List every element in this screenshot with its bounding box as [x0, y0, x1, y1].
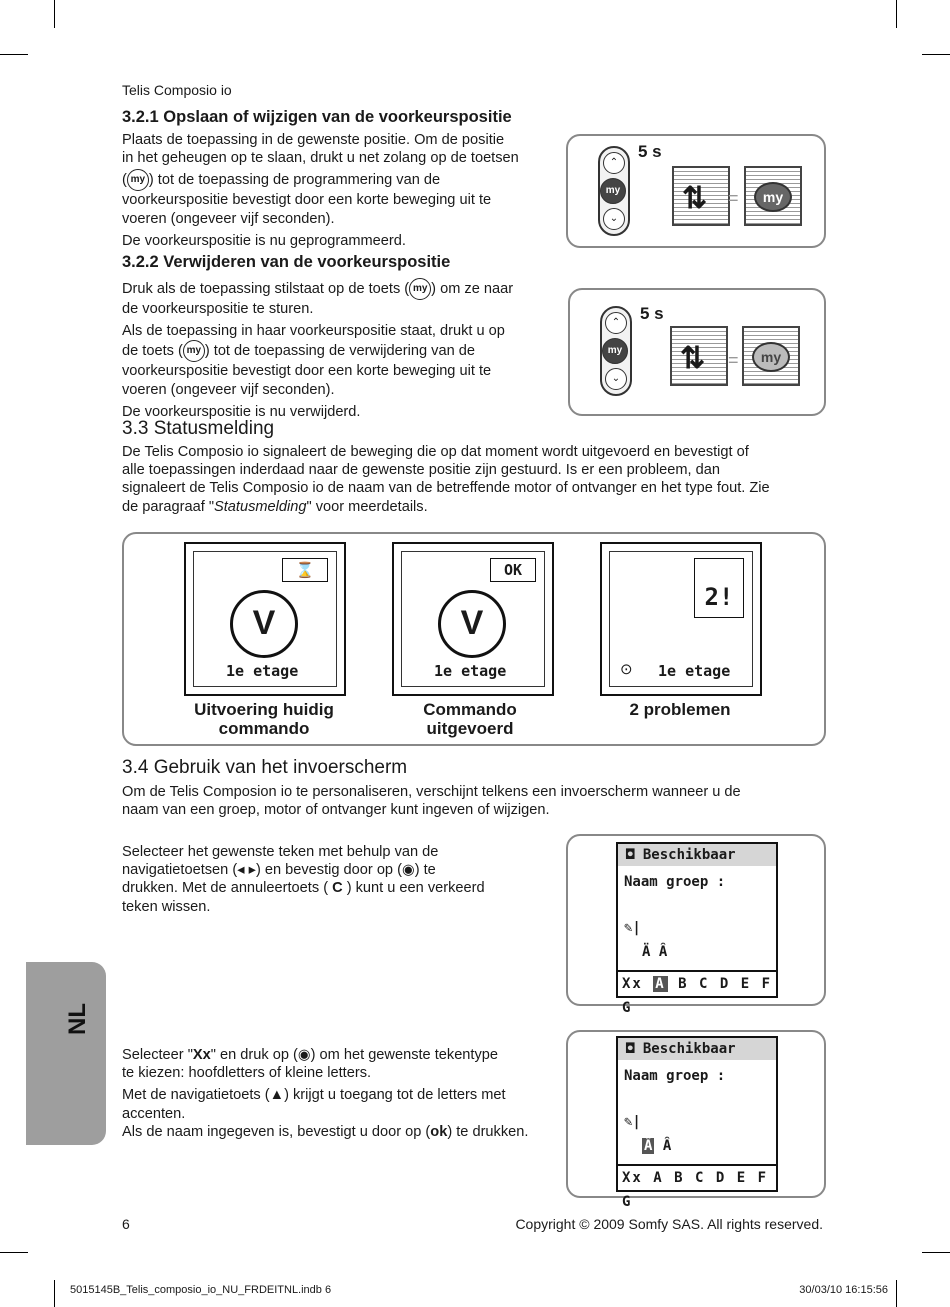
shutter-updown-icon: ⇅ [672, 166, 730, 226]
accent-letters: Ä Â [642, 944, 668, 960]
paragraph: ( my ) tot de toepassing de programmering van de [122, 169, 552, 191]
paragraph: Als de toepassing in haar voorkeurspositie staat, drukt u op [122, 323, 505, 340]
crop-mark [896, 0, 897, 28]
copyright: Copyright © 2009 Somfy SAS. All rights reserved. [515, 1216, 823, 1232]
section-34-block-1 [122, 843, 552, 916]
my-button-icon: my [127, 169, 149, 191]
duration-label: 5 s [640, 304, 664, 323]
crop-mark [0, 54, 28, 55]
status-screen-problems [600, 542, 762, 696]
shutter-my-deleted-icon: my [742, 326, 800, 386]
crop-mark [922, 1252, 950, 1253]
paragraph: De voorkeurspositie is nu verwijderd. [122, 403, 361, 420]
caption: Commando uitgevoerd [423, 700, 517, 738]
crop-mark [54, 1280, 55, 1307]
equals-icon: = [728, 350, 739, 370]
paragraph: Plaats de toepassing in de gewenste positie. Om de positie [122, 132, 505, 148]
caption: 2 problemen [629, 700, 731, 719]
up-key-icon: ⌃ [603, 152, 625, 174]
check-small-icon: ⊙ [620, 661, 633, 678]
lcd-screen [616, 1036, 778, 1210]
paragraph: naam van een groep, motor of ontvanger kunt ingeven of wijzigen. [122, 802, 550, 819]
my-key-icon: my [602, 338, 628, 364]
paragraph: in het geheugen op te slaan, drukt u net zolang op de toetsen [122, 150, 519, 167]
text: ) tot de toepassing de programmering van de [148, 172, 441, 189]
section-title-34: 3.4 Gebruik van het invoerscherm [122, 757, 408, 778]
up-key-icon: ⌃ [605, 312, 627, 334]
my-button-icon: my [183, 340, 205, 362]
paragraph: De voorkeurspositie is nu geprogrammeerd. [122, 232, 406, 249]
remote-icon [600, 306, 632, 396]
caption: Uitvoering huidig commando [194, 700, 334, 738]
paragraph: te kiezen: hoofdletters of kleine letters. [122, 1065, 372, 1082]
paragraph: Met de navigatietoets (▲) krijgt u toegang tot de letters met [122, 1087, 506, 1104]
lcd-label: Naam groep : [624, 1068, 726, 1084]
letter-row: Xx A B C D E F G [618, 970, 776, 996]
menu-icon: ◘ [626, 847, 643, 863]
page-number: 6 [122, 1216, 130, 1232]
figure-input-screen-1 [566, 834, 826, 1016]
paragraph: voorkeurspositie bevestigt door een korte beweging uit te [122, 363, 492, 380]
selected-letter: A [655, 976, 666, 992]
floor-label: 1e etage [658, 662, 731, 680]
paragraph: Selecteer "Xx" en druk op (◉) om het gewenste tekentype [122, 1047, 499, 1063]
language-tab [26, 962, 106, 1145]
shutter-my-icon: my [744, 166, 802, 226]
section-title-321: 3.2.1 Opslaan of wijzigen van de voorkeurspositie [122, 108, 512, 126]
paragraph: voeren (ongeveer vijf seconden). [122, 381, 335, 398]
section-33-body [122, 443, 832, 516]
crop-mark [54, 0, 55, 28]
crop-mark [922, 54, 950, 55]
slug-date: 30/03/10 16:15:56 [799, 1284, 888, 1296]
ok-button-icon: ◉ [297, 1047, 311, 1063]
paragraph: drukken. Met de annuleertoets ( C ) kunt u een verkeerd [122, 880, 485, 897]
check-circle-icon: V [438, 590, 506, 658]
paragraph: accenten. [122, 1105, 186, 1122]
crop-mark [0, 1252, 28, 1253]
edit-cursor-icon: ✎| [624, 1114, 641, 1130]
letter-row: Xx A B C D E F G [618, 1164, 776, 1190]
menu-icon: ◘ [626, 1041, 643, 1057]
paragraph: de toets ( my ) tot de toepassing de verwijdering van de [122, 340, 562, 362]
lcd-title: ◘ Beschikbaar [618, 1038, 776, 1060]
hourglass-icon: ⌛ [282, 558, 328, 582]
ok-bubble: OK [490, 558, 536, 582]
paragraph: teken wissen. [122, 898, 211, 915]
section-322-body [122, 278, 562, 421]
edit-cursor-icon: ✎| [624, 920, 641, 936]
figure-save-my [566, 134, 826, 248]
lcd-title: ◘ Beschikbaar [618, 844, 776, 866]
language-tab-label: NL [64, 1003, 91, 1035]
my-key-icon: my [600, 178, 626, 204]
paragraph: De Telis Composio io signaleert de beweging die op dat moment wordt uitgevoerd en bevestigt of [122, 444, 749, 460]
section-321-body [122, 131, 552, 250]
check-circle-icon: V [230, 590, 298, 658]
section-title-33: 3.3 Statusmelding [122, 418, 275, 439]
status-screen-running [184, 542, 346, 696]
problems-bubble: 2! [694, 558, 744, 618]
down-key-icon: ⌄ [603, 208, 625, 230]
paragraph: voeren (ongeveer vijf seconden). [122, 210, 335, 227]
accent-letters: Ä Â [644, 1138, 672, 1154]
figure-status-screens [122, 532, 826, 746]
figure-input-screen-2 [566, 1030, 826, 1210]
floor-label: 1e etage [226, 662, 299, 680]
up-arrow-icon: ▲ [269, 1087, 285, 1104]
down-key-icon: ⌄ [605, 368, 627, 390]
paragraph: alle toepassingen inderdaad naar de gewenste positie zijn gestuurd. Is er een probleem, dan [122, 462, 720, 479]
left-right-arrows-icon: ◂ ▸ [237, 862, 256, 879]
crop-mark [896, 1280, 897, 1307]
paragraph: Selecteer het gewenste teken met behulp van de [122, 844, 439, 860]
section-title-322: 3.2.2 Verwijderen van de voorkeurspositie [122, 253, 451, 271]
section-34-intro [122, 783, 832, 819]
slug-file: 5015145B_Telis_composio_io_NU_FRDEITNL.indb 6 [70, 1284, 332, 1296]
figure-delete-my [568, 288, 826, 416]
section-34-block-2 [122, 1046, 562, 1141]
paragraph: Om de Telis Composion io te personaliseren, verschijnt telkens een invoerscherm wanneer u de [122, 784, 741, 800]
paragraph: de paragraaf "Statusmelding" voor meerdetails. [122, 498, 428, 515]
paragraph: voorkeurspositie bevestigt door een korte beweging uit te [122, 192, 492, 209]
ok-button-icon: ◉ [401, 862, 415, 879]
lcd-screen [616, 842, 778, 1016]
floor-label: 1e etage [434, 662, 507, 680]
running-head: Telis Composio io [122, 82, 232, 98]
paragraph: Druk als de toepassing stilstaat op de toets ( my ) om ze naar [122, 278, 562, 300]
my-button-icon: my [409, 278, 431, 300]
shutter-updown-icon: ⇅ [670, 326, 728, 386]
paragraph: Als de naam ingegeven is, bevestigt u door op (ok) te drukken. [122, 1123, 529, 1140]
paragraph: de voorkeurspositie te sturen. [122, 301, 314, 317]
paragraph: signaleert de Telis Composio io de naam van de betreffende motor of ontvanger en het type fout. Zie [122, 480, 770, 497]
lcd-label: Naam groep : [624, 874, 726, 890]
remote-icon [598, 146, 630, 236]
status-screen-done [392, 542, 554, 696]
paragraph: navigatietoetsen (◂ ▸) en bevestig door op (◉) te [122, 862, 436, 879]
equals-icon: = [728, 188, 739, 208]
duration-label: 5 s [638, 142, 662, 161]
